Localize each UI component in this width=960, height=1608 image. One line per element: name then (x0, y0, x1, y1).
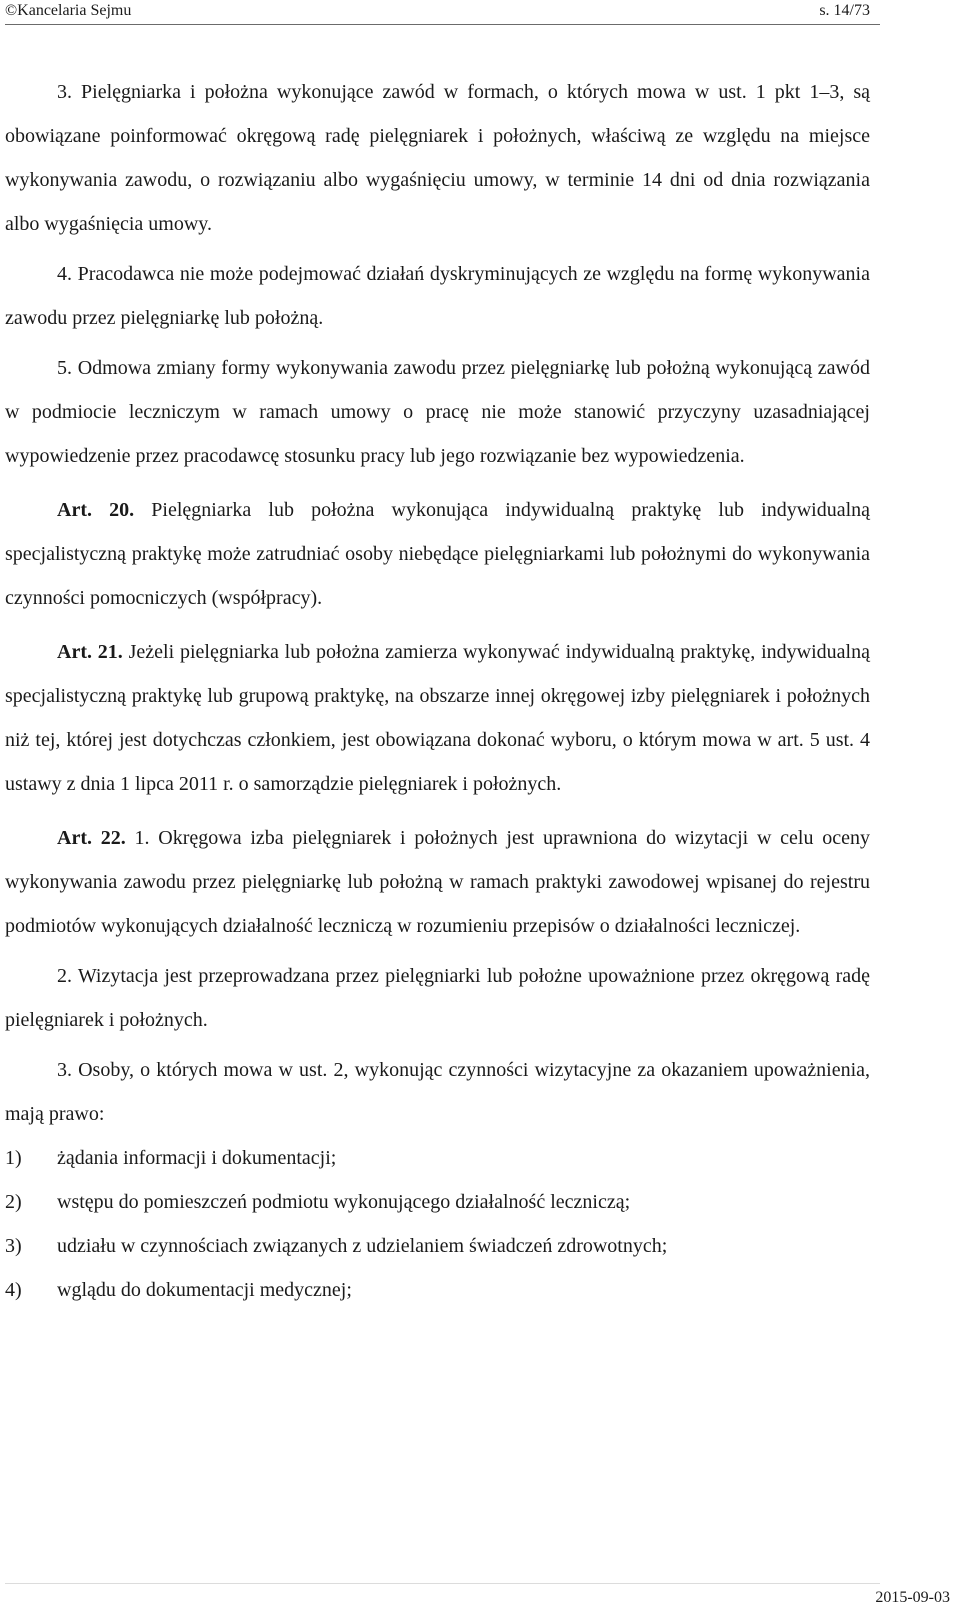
list-item-number: 3) (5, 1235, 22, 1257)
list-item (5, 1268, 870, 1312)
article-22-text: 1. Okręgowa izba pielęgniarek i położnych jest uprawniona do wizytacji w celu oceny wykonywania zawodu przez pielęgniarkę lub położną w ramach praktyki zawodowej wpisanej do rejestru podmiotów wykonujących działalność leczniczą w rozumieniu przepisów o działalności leczniczej. (5, 827, 871, 937)
list-item-number: 4) (5, 1279, 22, 1301)
article-22-list (5, 1136, 870, 1312)
footer-divider (5, 1583, 880, 1584)
publisher-label: ©Kancelaria Sejmu (5, 2, 132, 19)
header-divider (5, 24, 880, 25)
list-item-number: 1) (5, 1147, 22, 1169)
article-22 (5, 816, 870, 948)
article-21-label: Art. 21. (57, 641, 123, 663)
list-item-number: 2) (5, 1191, 22, 1213)
paragraph-ust-4: 4. Pracodawca nie może podejmować działań dyskryminujących ze względu na formę wykonywania zawodu przez pielęgniarkę lub położną. (5, 263, 870, 329)
article-22-ust-2: 2. Wizytacja jest przeprowadzana przez pielęgniarki lub położne upoważnione przez okręgową radę pielęgniarek i położnych. (5, 965, 870, 1031)
article-21-text: Jeżeli pielęgniarka lub położna zamierza wykonywać indywidualną praktykę, indywidualną specjalistyczną praktykę lub grupową praktykę, na obszarze innej okręgowej izby pielęgniarek i położnych niż tej, której jest dotychczas członkiem, jest obowiązana dokonać wyboru, o którym mowa w art. 5 ust. 4 ustawy z dnia 1 lipca 2011 r. o samorządzie pielęgniarek i położnych. (5, 641, 870, 795)
page-header (0, 0, 880, 22)
list-item (5, 1136, 870, 1180)
list-item-text: udziału w czynnościach związanych z udzielaniem świadczeń zdrowotnych; (57, 1235, 668, 1257)
list-item-text: wglądu do dokumentacji medycznej; (57, 1279, 352, 1301)
page-number: s. 14/73 (819, 2, 870, 19)
footer-date: 2015-09-03 (875, 1589, 950, 1606)
article-20 (5, 488, 870, 620)
paragraph-ust-5: 5. Odmowa zmiany formy wykonywania zawodu przez pielęgniarkę lub położną wykonującą zawód w podmiocie leczniczym w ramach umowy o pracę nie może stanowić przyczyny uzasadniającej wypowiedzenie przez pracodawcę stosunku pracy lub jego rozwiązanie bez wypowiedzenia. (5, 357, 870, 467)
document-body (5, 70, 870, 1312)
list-item (5, 1224, 870, 1268)
list-item-text: żądania informacji i dokumentacji; (57, 1147, 337, 1169)
article-21 (5, 630, 870, 806)
paragraph-ust-3: 3. Pielęgniarka i położna wykonujące zawód w formach, o których mowa w ust. 1 pkt 1–3, są obowiązane poinformować okręgową radę pielęgniarek i położnych, właściwą ze względu na miejsce wykonywania zawodu, o rozwiązaniu albo wygaśnięciu umowy, w terminie 14 dni od dnia rozwiązania albo wygaśnięcia umowy. (5, 81, 870, 235)
article-22-ust-3: 3. Osoby, o których mowa w ust. 2, wykonując czynności wizytacyjne za okazaniem upoważnienia, mają prawo: (5, 1059, 870, 1125)
list-item (5, 1180, 870, 1224)
article-20-text: Pielęgniarka lub położna wykonująca indywidualną praktykę lub indywidualną specjalistyczną praktykę może zatrudniać osoby niebędące pielęgniarkami lub położnymi do wykonywania czynności pomocniczych (współpracy). (5, 499, 870, 609)
list-item-text: wstępu do pomieszczeń podmiotu wykonującego działalność leczniczą; (57, 1191, 631, 1213)
article-22-label: Art. 22. (57, 827, 126, 849)
article-20-label: Art. 20. (57, 499, 135, 521)
